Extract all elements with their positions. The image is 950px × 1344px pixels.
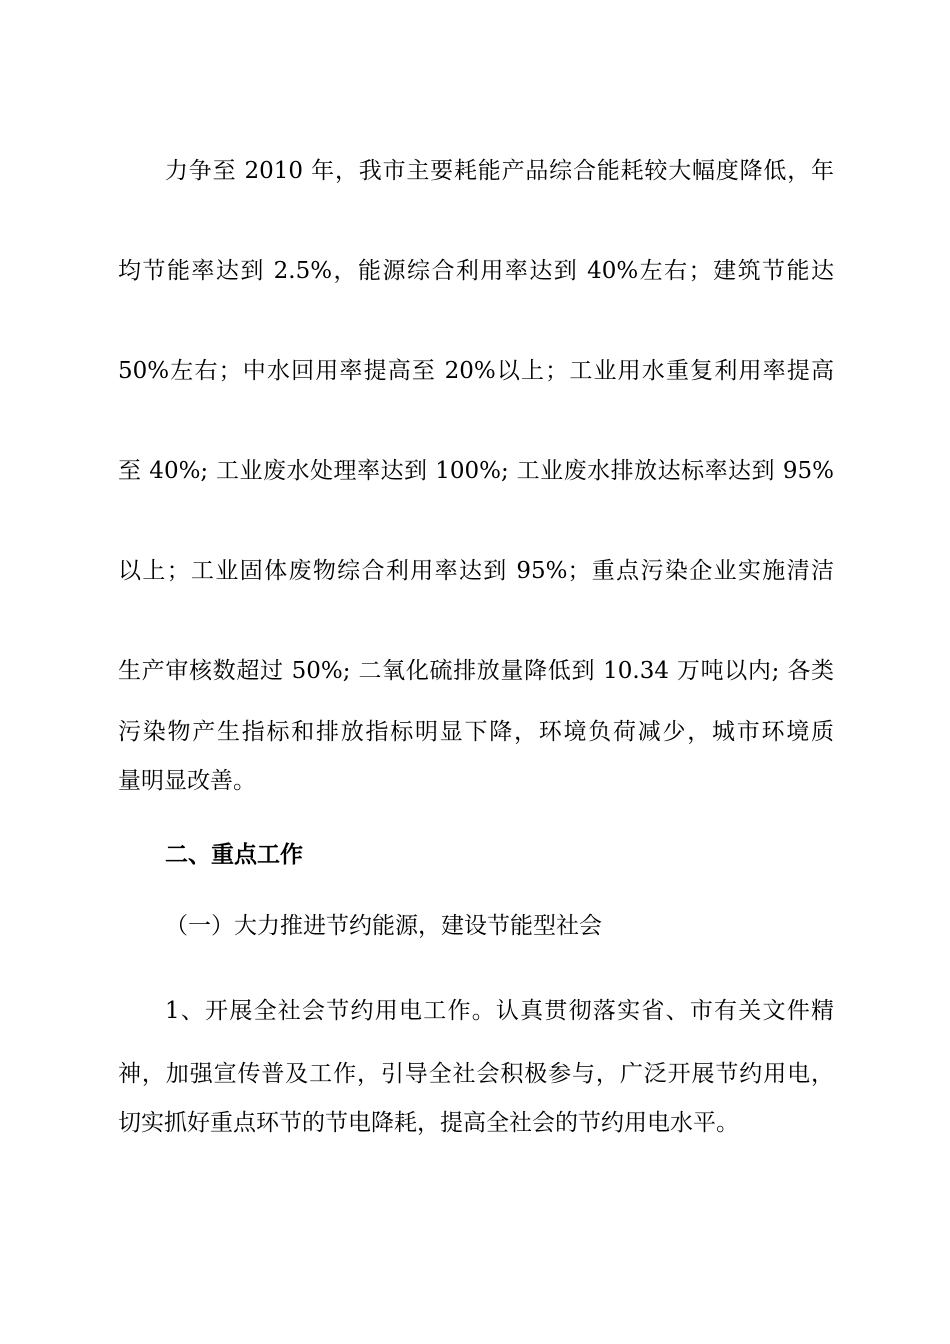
paragraph-line: 至 40%; 工业废水处理率达到 100%; 工业废水排放达标率达到 95% bbox=[118, 458, 834, 484]
paragraph-line: 神，加强宣传普及工作，引导全社会积极参与，广泛开展节约用电， bbox=[118, 1061, 834, 1087]
subsection-heading: （一）大力推进节约能源，建设节能型社会 bbox=[165, 913, 602, 939]
paragraph-line: 污染物产生指标和排放指标明显下降，环境负荷减少，城市环境质 bbox=[118, 719, 834, 745]
paragraph-line: 量明显改善。 bbox=[118, 768, 256, 794]
paragraph-line: 1、开展全社会节约用电工作。认真贯彻落实省、市有关文件精 bbox=[165, 998, 834, 1024]
paragraph-line: 生产审核数超过 50%; 二氧化硫排放量降低到 10.34 万吨以内; 各类 bbox=[118, 658, 834, 684]
paragraph-line: 以上；工业固体废物综合利用率达到 95%；重点污染企业实施清洁 bbox=[118, 558, 834, 584]
paragraph-line: 均节能率达到 2.5%，能源综合利用率达到 40%左右；建筑节能达 bbox=[118, 258, 834, 284]
paragraph-line: 力争至 2010 年，我市主要耗能产品综合能耗较大幅度降低，年 bbox=[165, 158, 834, 184]
paragraph-line: 50%左右；中水回用率提高至 20%以上；工业用水重复利用率提高 bbox=[118, 358, 834, 384]
paragraph-line: 切实抓好重点环节的节电降耗，提高全社会的节约用电水平。 bbox=[118, 1110, 739, 1136]
section-heading: 二、重点工作 bbox=[165, 842, 303, 868]
